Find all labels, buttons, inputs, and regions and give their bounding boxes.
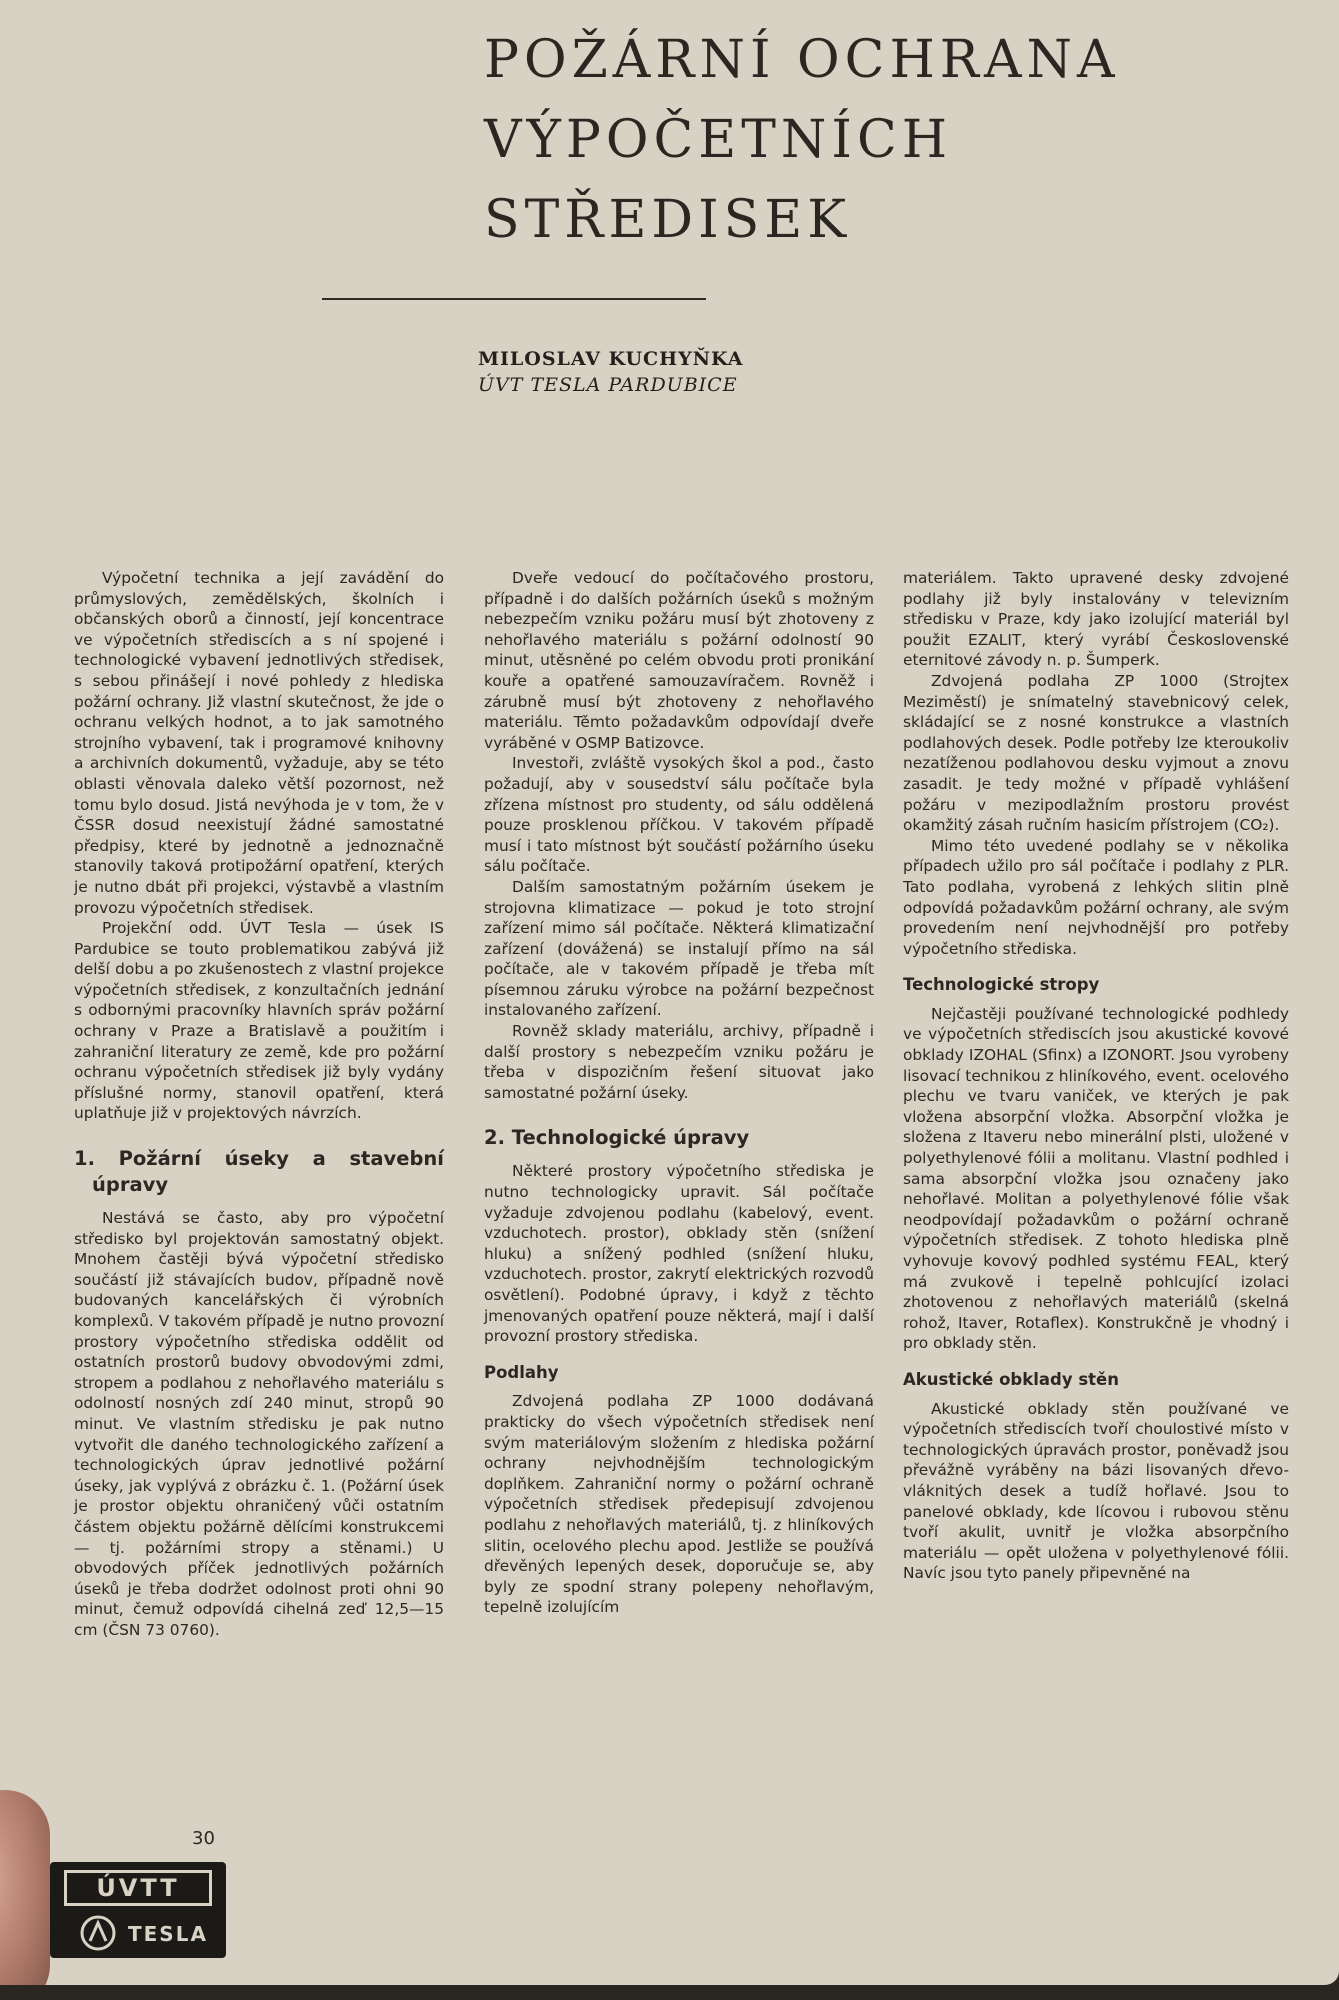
paragraph: Nejčastěji používané technologické podhledy ve výpočetních střediscích jsou akustické kovové obklady IZOHAL (Sfinx) a IZONORT. Jsou vyrobeny lisovací technikou z hliníkového, event. ocelového plechu ve tvaru vaniček, ve kterých je pak vložena absorpční vložka. Absorpční vložka je složena z Itaveru nebo minerální plsti, uložené v polyethylenové fólii a molitanu. Vlastní podhled i sama absorpční vložka jsou označeny jako nehořlavé. Molitan a polyethylenové fólie však neodpovídají požadavkům o požární ochraně výpočetních středisek. Z tohoto hlediska plně vyhovuje kovový podhled systému FEAL, který má zvukově i tepelně pohlcující izolaci zhotovenou z nehořlavých materiálů (skelná rohož, Itaver, Rotaflex). Konstrukčně je vhodný i pro obklady stěn.: [903, 1004, 1289, 1353]
text-column-3: [903, 568, 1289, 1584]
section-heading: 1. Požární úseky a stavební úpravy: [74, 1147, 444, 1197]
author-affiliation: ÚVT TESLA PARDUBICE: [478, 374, 738, 396]
paragraph: Akustické obklady stěn používané ve výpočetních střediscích tvoří choulostivé místo v technologických úpravách prostor, poněvadž jsou převážně vyráběny na bázi lisovaných dřevo-vláknitých desek a tudíž hořlavé. Jsou to panelové obklady, kde lícovou i rubovou stěnu tvoří akulit, uvnitř je vložka absorpčního materiálu — opět uložena v polyethylenové fólii. Navíc jsou tyto panely připevněné na: [903, 1399, 1289, 1583]
paragraph: Zdvojená podlaha ZP 1000 dodávaná prakticky do všech výpočetních středisek není svým materiálovým složením z hlediska požární ochrany nejvhodnějším technologickým doplňkem. Zahraniční normy o požární ochraně výpočetních středisek předepisují zdvojenou podlahu z nehořlavých materiálů, tj. z hliníkových slitin, ocelového plechu apod. Jestliže se používá dřevěných lepených desek, doporučuje se, aby byly ze spodní strany polepeny nehořlavým, tepelně izolujícím: [484, 1392, 874, 1617]
title-line-1: POŽÁRNÍ OCHRANA: [484, 30, 1120, 90]
text-column-2: [484, 568, 874, 1618]
title-line-3: STŘEDISEK: [484, 190, 852, 250]
paragraph: Některé prostory výpočetního střediska je nutno technologicky upravit. Sál počítače vyžaduje zdvojenou podlahu (kabelový, event. vzduchotech. prostor), obklady stěn (snížení hluku) a snížený podhled (snížení hluku, vzduchotech. prostor, zakrytí elektrických rozvodů osvětlení). Podobné úpravy, i když z těchto jmenovaných opatření pouze některá, mají i další provozní prostory střediska.: [484, 1162, 874, 1346]
article-title: [484, 20, 1244, 260]
paragraph: Projekční odd. ÚVT Tesla — úsek IS Pardubice se touto problematikou zabývá již delší dobu a po zkušenostech z vlastní projekce výpočetních středisek, z konzultačních jednání s odbornými pracovníky hlavních správ požární ochrany v Praze a Bratislavě a použitím i zahraniční literatury ze země, kde pro požární ochranu výpočetních středisek již byly vydány příslušné normy, stanovil opatření, která uplatňuje již v projektových návrzích.: [74, 919, 444, 1123]
subsection-heading: Technologické stropy: [903, 975, 1100, 995]
text-column-1: [74, 568, 444, 1641]
logo-top-text: ÚVTT: [64, 1870, 212, 1906]
paragraph: Investoři, zvláště vysokých škol a pod., často požadují, aby v sousedství sálu počítače byla zřízena místnost pro studenty, od sálu oddělená pouze prosklenou příčkou. V takovém případě musí i tato místnost být součástí požárního úseku sálu počítače.: [484, 754, 874, 876]
paragraph: Dalším samostatným požárním úsekem je strojovna klimatizace — pokud je toto strojní zařízení mimo sál počítače. Některá klimatizační zařízení (dovážená) se instalují přímo na sál počítače, ale v takovém případě je třeba mít písemnou záruku výrobce na požární bezpečnost instalovaného zařízení.: [484, 877, 874, 1020]
paragraph: Výpočetní technika a její zavádění do průmyslových, zemědělských, školních i občanských oborů a činností, její koncentrace ve výpočetních střediscích a s ní spojené i technologické vybavení jednotlivých středisek, s sebou přinášejí i nové pohledy z hlediska požární ochrany. Již vlastní skutečnost, že jde o ochranu velkých hodnot, a to jak samotného strojního vybavení, tak i programové knihovny a archivních dokumentů, vyžaduje, aby se této oblasti věnovala daleko větší pozornost, než tomu bylo dosud. Jistá nevýhoda je v tom, že v ČSSR dosud neexistují žádné samostatné předpisy, které by jednotně a jednoznačně stanovily taková protipožární opatření, kterých je nutno dbát při projekci, výstavbě a vlastním provozu výpočetních středisek.: [74, 569, 444, 917]
subsection-heading: Akustické obklady stěn: [903, 1369, 1119, 1389]
page-number: 30: [192, 1828, 215, 1849]
tesla-emblem-icon: [78, 1914, 118, 1952]
logo-bottom-text: TESLA: [128, 1922, 208, 1946]
paragraph: Mimo této uvedené podlahy se v několika případech užilo pro sál počítače i podlahy z PLR. Tato podlaha, vyrobená z lehkých slitin plně odpovídá požadavkům požární ochrany, ale svým provedením není nejvhodnější pro potřeby výpočetního střediska.: [903, 836, 1289, 958]
subsection-heading: Podlahy: [484, 1362, 559, 1382]
paragraph: Zdvojená podlaha ZP 1000 (Strojtex Meziměstí) je snímatelný stavebnicový celek, skládající se z nosné konstrukce a vlastních podlahových desek. Podle potřeby lze kteroukoliv nezatíženou podlahovou desku vyjmout a znovu zasadit. Je tedy možné v případě vyhlášení požáru v mezipodlažním prostoru provést okamžitý zásah ručním hasicím přístrojem (CO₂).: [903, 671, 1289, 835]
uvt-tesla-logo: [50, 1862, 226, 1958]
title-line-2: VÝPOČETNÍCH: [484, 110, 953, 170]
thumb-holding-page: [0, 1790, 50, 1985]
paragraph: materiálem. Takto upravené desky zdvojené podlahy již byly instalovány v televizním středisku v Praze, kdy jako izolující materiál byl použit EZALIT, který vyrábí Československé eternitové závody n. p. Šumperk.: [903, 569, 1289, 670]
title-rule: [322, 298, 706, 300]
paragraph: Rovněž sklady materiálu, archivy, případně i další prostory s nebezpečím vzniku požáru je třeba v dispozičním řešení situovat jako samostatné požární úseky.: [484, 1022, 874, 1102]
paragraph: Dveře vedoucí do počítačového prostoru, případně i do dalších požárních úseků s možným nebezpečím vzniku požáru musí být zhotoveny z nehořlavého materiálu s požární odolností 90 minut, utěsněné po celém obvodu proti pronikání kouře a opatřené samouzavíračem. Rovněž i zárubně musí být zhotoveny z nehořlavého materiálu. Těmto požadavkům odpovídají dveře vyráběné v OSMP Batizovce.: [484, 569, 874, 752]
paragraph: Nestává se často, aby pro výpočetní středisko byl projektován samostatný objekt. Mnohem častěji bývá výpočetní středisko součástí již stávajících budov, případně nově budovaných kancelářských či výrobních komplexů. V takovém případě je nutno provozní prostory výpočetního střediska oddělit od ostatních prostorů budovy obvodovými zdmi, stropem a podlahou z nehořlavého materiálu s odolností nosných zdí 240 minut, stropů 90 minut. Ve vlastním středisku je pak nutno vytvořit dle daného technologického zařízení a technologických úprav jednotlivé požární úseky, jak vyplývá z obrázku č. 1. (Požární úsek je prostor objektu ohraničený vůči ostatním částem objektu požárně dělícími konstrukcemi — tj. požárními stropy a stěnami.) U obvodových příček jednotlivých požárních úseků je třeba dodržet odolnost proti ohni 90 minut, čemuž odpovídá cihelná zeď 12,5—15 cm (ČSN 73 0760).: [74, 1209, 444, 1639]
author-name: MILOSLAV KUCHYŇKA: [478, 348, 744, 370]
section-heading: 2. Technologické úpravy: [484, 1126, 750, 1150]
